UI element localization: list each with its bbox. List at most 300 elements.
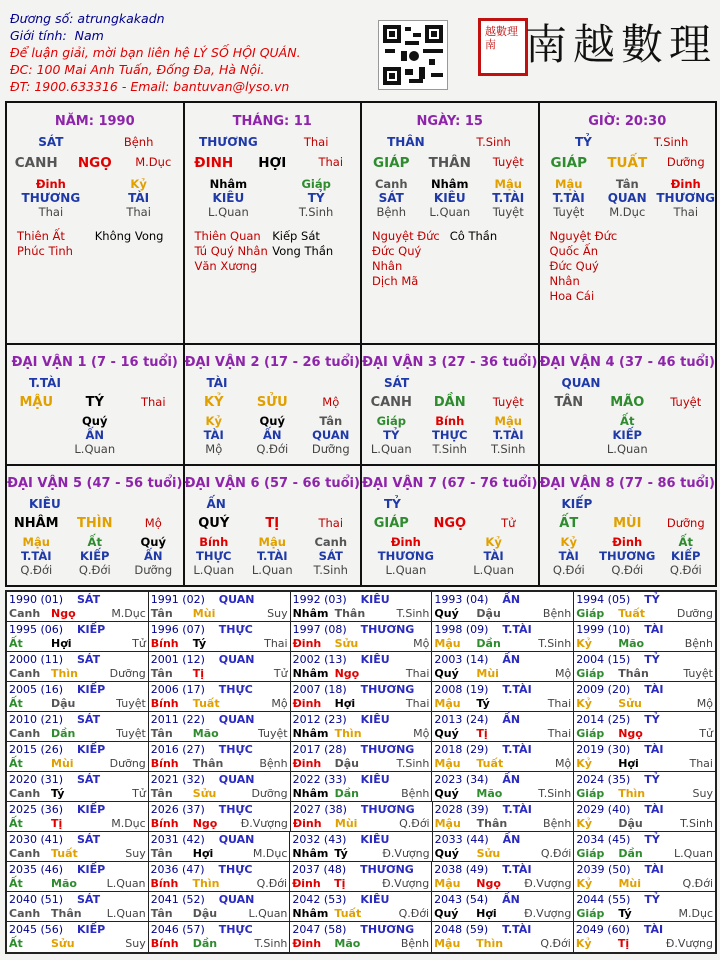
year-line-2 xyxy=(9,607,146,621)
year-stem: Bính xyxy=(150,637,179,650)
year-label: 1996 (07) xyxy=(150,623,205,636)
year-line-1 xyxy=(576,833,713,847)
year-stem: Mậu xyxy=(434,697,461,710)
year-line-1 xyxy=(151,893,288,907)
year-stem: Nhâm xyxy=(292,787,329,800)
daivan-h3-2: T.Sinh xyxy=(491,442,526,456)
daivan-cc-1: DẦN xyxy=(433,395,466,410)
year-label: 2022 (33) xyxy=(292,773,347,786)
year-cell xyxy=(432,742,574,771)
year-branch: Tý xyxy=(51,787,65,800)
daivan-h2-1: TÀI xyxy=(483,549,504,563)
daivan-hidden-h1 xyxy=(362,414,538,428)
year-star: QUAN xyxy=(218,653,255,666)
star-line xyxy=(195,244,351,259)
year-line-2 xyxy=(151,877,288,891)
year-line-1 xyxy=(151,773,288,787)
daivan-h1-0: Quý xyxy=(82,414,108,428)
daivan-h1-2: Mậu xyxy=(494,414,522,428)
daivan-h2-0: TỶ xyxy=(383,428,400,442)
year-stem: Tân xyxy=(150,727,173,740)
year-branch: Tị xyxy=(334,877,346,890)
daivan-h1-1: Bính xyxy=(435,414,465,428)
year-branch: Thân xyxy=(192,757,224,770)
pillar-h3-0: L.Quan xyxy=(208,205,249,219)
year-line-2 xyxy=(576,937,713,951)
year-star: QUAN xyxy=(218,593,255,606)
year-cell xyxy=(149,862,291,891)
year-label: 1994 (05) xyxy=(576,593,631,606)
year-line-1 xyxy=(434,893,571,907)
daivan-cc-2: Tuyệt xyxy=(670,395,702,409)
address-line: ĐC: 100 Mai Anh Tuấn, Đống Đa, Hà Nội. xyxy=(10,62,265,77)
pillar-h2-1: TỶ xyxy=(307,191,325,205)
daivan-cc-1: TỊ xyxy=(265,516,280,531)
year-phase: T.Sinh xyxy=(254,937,288,950)
year-line-2 xyxy=(576,697,713,711)
daivan-2 xyxy=(185,345,363,464)
year-line-1 xyxy=(576,743,713,757)
year-line-2 xyxy=(293,607,430,621)
year-phase: Bệnh xyxy=(400,937,430,950)
year-line-2 xyxy=(292,937,429,951)
year-label: 2020 (31) xyxy=(9,773,64,786)
year-stem: Ất xyxy=(9,697,23,710)
pillar-top-1: Thai xyxy=(303,135,329,149)
year-star: QUAN xyxy=(218,833,255,846)
pillar-cc-0: ĐINH xyxy=(194,155,234,171)
year-phase: Mộ xyxy=(413,727,430,740)
year-phase: Bệnh xyxy=(542,607,572,620)
star-1 xyxy=(272,259,350,274)
year-cell xyxy=(432,652,574,681)
year-line-2 xyxy=(9,727,146,741)
year-line-2 xyxy=(9,847,146,861)
daivan-h1-1: Đinh xyxy=(612,535,643,549)
year-phase: Mộ xyxy=(271,697,288,710)
daivan-cc-2: Tuyệt xyxy=(492,395,524,409)
year-line-1 xyxy=(434,653,571,667)
year-phase: M.Dục xyxy=(252,847,288,860)
year-stem: Đinh xyxy=(292,637,322,650)
year-phase: Mộ xyxy=(554,667,572,680)
year-branch: Sửu xyxy=(476,847,501,860)
year-star: T.TÀI xyxy=(502,803,532,816)
year-stem: Giáp xyxy=(576,787,605,800)
year-stem: Quý xyxy=(434,727,459,740)
daivan-cc-0: TÂN xyxy=(554,395,584,410)
pillar-cc-2: M.Dục xyxy=(135,155,172,169)
year-star: THỰC xyxy=(218,683,253,696)
daivan-h2-1: KIẾP xyxy=(80,549,110,563)
daivan-hidden-h1 xyxy=(362,535,538,549)
year-line-1 xyxy=(9,863,146,877)
pillar-hidden-h2 xyxy=(362,191,538,205)
daivan-cc-0: ẤT xyxy=(559,516,579,531)
year-branch: Hợi xyxy=(476,907,497,920)
year-line-1 xyxy=(576,923,713,937)
year-line-1 xyxy=(9,833,146,847)
pillar-h3-0: Thai xyxy=(38,205,64,219)
year-star: SÁT xyxy=(77,593,101,606)
year-line-2 xyxy=(151,937,288,951)
year-star: T.TÀI xyxy=(502,623,532,636)
year-stem: Mậu xyxy=(434,817,461,830)
year-cell xyxy=(149,622,291,651)
year-phase: Đ.Vượng xyxy=(382,847,430,860)
daivan-cc-2: Thai xyxy=(140,395,166,409)
pillar-h1-1: Giáp xyxy=(301,177,331,191)
pillar-1 xyxy=(185,103,363,343)
annual-luck-table xyxy=(5,590,717,954)
daivan-title: ĐẠI VẬN 1 (7 - 16 tuổi) xyxy=(11,355,178,370)
pillar-cc-2: Thai xyxy=(318,155,344,169)
year-line-1 xyxy=(576,653,713,667)
year-line-1 xyxy=(151,803,288,817)
daivan-h2-0: T.TÀI xyxy=(20,549,52,563)
year-line-2 xyxy=(9,667,146,681)
year-label: 1991 (02) xyxy=(150,593,205,606)
pillar-hidden-h2 xyxy=(185,191,361,205)
daivan-row-2 xyxy=(7,466,715,585)
year-line-2 xyxy=(9,877,146,891)
year-star: ẤN xyxy=(502,653,521,666)
year-cell xyxy=(7,772,149,801)
year-phase: Bệnh xyxy=(543,817,572,830)
daivan-title: ĐẠI VẬN 8 (77 - 86 tuổi) xyxy=(539,476,715,491)
year-phase: L.Quan xyxy=(106,907,146,920)
year-star: THƯƠNG xyxy=(360,863,414,876)
year-phase: Q.Đới xyxy=(399,817,430,830)
year-row xyxy=(7,652,715,682)
year-stem: Kỷ xyxy=(576,697,592,710)
year-stem: Đinh xyxy=(292,877,321,890)
star-1 xyxy=(450,274,528,289)
year-star: QUAN xyxy=(218,893,255,906)
daivan-row-1 xyxy=(7,345,715,466)
year-line-2 xyxy=(151,847,288,861)
pillar-h3-1: Thai xyxy=(126,205,151,219)
year-phase: Bệnh xyxy=(684,637,713,650)
year-star: ẤN xyxy=(502,773,521,786)
year-line-1 xyxy=(292,863,429,877)
year-line-1 xyxy=(576,713,713,727)
daivan-cc-2: Dưỡng xyxy=(666,516,705,530)
year-branch: Tý xyxy=(618,907,632,920)
year-stem: Đinh xyxy=(292,757,322,770)
pillar-cc-0: GIÁP xyxy=(373,155,410,171)
year-phase: M.Dục xyxy=(111,607,146,620)
year-label: 2047 (58) xyxy=(292,923,347,936)
year-row xyxy=(7,892,715,922)
year-line-1 xyxy=(9,743,146,757)
year-branch: Tuất xyxy=(334,907,362,920)
daivan-stem-branch xyxy=(540,516,716,531)
year-star: THƯƠNG xyxy=(360,683,415,696)
year-line-1 xyxy=(151,653,288,667)
year-branch: Dần xyxy=(51,727,76,740)
year-label: 1993 (04) xyxy=(434,593,489,606)
daivan-hidden-h1 xyxy=(540,414,716,428)
year-line-2 xyxy=(9,757,146,771)
pillar-hidden-h3 xyxy=(7,205,183,219)
year-cell xyxy=(149,922,291,952)
year-label: 2018 (29) xyxy=(434,743,489,756)
pillar-cc-2: Tuyệt xyxy=(492,155,524,169)
year-cell xyxy=(574,712,715,741)
star-0: Đức Quý Nhân xyxy=(372,244,422,273)
year-line-1 xyxy=(9,923,146,937)
daivan-hidden-h2 xyxy=(7,428,183,442)
year-label: 2021 (32) xyxy=(150,773,205,786)
year-cell xyxy=(290,862,432,891)
year-branch: Dần xyxy=(334,787,359,800)
year-line-2 xyxy=(434,877,571,891)
year-stem: Bính xyxy=(150,877,179,890)
year-stem: Tân xyxy=(150,667,173,680)
year-stem: Giáp xyxy=(576,667,605,680)
year-label: 2007 (18) xyxy=(292,683,347,696)
year-label: 2038 (49) xyxy=(434,863,489,876)
pillar-top-1: T.Sinh xyxy=(653,135,689,149)
year-stem: Kỷ xyxy=(576,877,593,890)
year-phase: Mộ xyxy=(413,637,430,650)
pillar-stem-branch xyxy=(185,155,361,171)
year-line-1 xyxy=(9,773,146,787)
year-cell xyxy=(433,832,575,861)
year-star: KIÊU xyxy=(360,773,390,786)
year-phase: Tuyệt xyxy=(683,667,713,680)
daivan-hidden-h2 xyxy=(185,549,361,563)
pillar-top-0: TỶ xyxy=(574,135,592,149)
year-label: 1992 (03) xyxy=(292,593,347,606)
year-star: KIÊU xyxy=(360,593,390,606)
year-line-1 xyxy=(434,593,571,607)
year-branch: Mão xyxy=(476,787,503,800)
year-cell xyxy=(574,802,715,831)
year-line-2 xyxy=(293,787,430,801)
year-star: KIẾP xyxy=(77,683,106,696)
year-line-1 xyxy=(9,893,146,907)
year-stem: Nhâm xyxy=(292,727,329,740)
year-cell xyxy=(149,832,291,861)
phone-email-line: ĐT: 1900.633316 - Email: bantuvan@lyso.vn xyxy=(10,79,290,94)
year-label: 2016 (27) xyxy=(150,743,205,756)
year-stem: Đinh xyxy=(292,937,322,950)
year-star: KIÊU xyxy=(360,833,390,846)
year-cell xyxy=(149,892,291,921)
gender-line: Giới tính: Nam xyxy=(10,28,104,43)
daivan-h1-1: Kỷ xyxy=(485,535,502,549)
year-star: KIÊU xyxy=(360,893,390,906)
star-line xyxy=(550,244,706,259)
year-phase: Suy xyxy=(125,847,146,860)
pillar-h2-0: KIÊU xyxy=(212,191,245,205)
daivan-title: ĐẠI VẬN 6 (57 - 66 tuổi) xyxy=(184,476,360,491)
year-line-2 xyxy=(576,787,713,801)
daivan-stem-branch xyxy=(185,395,361,410)
seal-stamp: 越數理南 xyxy=(478,18,528,76)
daivan-h2-1: ẤN xyxy=(262,428,282,442)
year-branch: Tị xyxy=(476,727,488,740)
year-phase: Q.Đới xyxy=(398,907,430,920)
year-stem: Canh xyxy=(9,907,41,920)
year-cell xyxy=(291,622,433,651)
star-0: Thiên Quan xyxy=(194,229,261,243)
year-phase: Đ.Vượng xyxy=(524,877,572,890)
daivan-h3-0: L.Quan xyxy=(370,442,412,456)
daivan-cc-2: Tử xyxy=(501,516,516,530)
daivan-title: ĐẠI VẬN 5 (47 - 56 tuổi) xyxy=(7,476,183,491)
star-line xyxy=(195,229,351,244)
year-line-2 xyxy=(293,697,430,711)
star-0: Nguyệt Đức xyxy=(549,229,618,243)
daivan-stem-branch xyxy=(7,516,183,531)
year-branch: Ngọ xyxy=(334,667,360,680)
pillar-stars xyxy=(185,229,361,274)
year-line-1 xyxy=(292,893,429,907)
year-phase: Thai xyxy=(547,727,572,740)
year-branch: Ngọ xyxy=(192,817,218,830)
year-stem: Ất xyxy=(9,757,23,770)
year-star: THƯƠNG xyxy=(360,803,415,816)
year-line-1 xyxy=(576,893,713,907)
daivan-hidden-h3 xyxy=(362,442,538,456)
year-phase: Tuyệt xyxy=(116,727,146,740)
year-line-2 xyxy=(9,637,146,651)
daivan-h3-0: L.Quan xyxy=(193,563,235,577)
year-cell xyxy=(149,652,291,681)
daivan-hidden-h1 xyxy=(185,414,361,428)
year-phase: Mộ xyxy=(554,757,572,770)
year-branch: Thìn xyxy=(334,727,362,740)
daivan-h2-0: THỰC xyxy=(195,549,232,563)
daivan-cc-0: MẬU xyxy=(19,395,54,410)
year-star: SÁT xyxy=(77,773,101,786)
year-branch: Thìn xyxy=(51,667,78,680)
daivan-cc-0: GIÁP xyxy=(373,516,409,531)
daivan-6 xyxy=(185,466,363,585)
daivan-h2-2: KIẾP xyxy=(671,549,701,563)
pillar-hidden-h3 xyxy=(185,205,361,219)
daivan-hidden-h3 xyxy=(7,442,183,456)
year-phase: Tử xyxy=(132,787,146,800)
pillar-top-row xyxy=(185,135,361,149)
daivan-h3-2: Dưỡng xyxy=(311,442,350,456)
year-cell xyxy=(432,622,574,651)
year-phase: Q.Đới xyxy=(540,847,572,860)
daivan-h3-2: T.Sinh xyxy=(313,563,348,577)
daivan-h3-0: Q.Đới xyxy=(20,563,53,577)
year-line-2 xyxy=(576,727,713,741)
year-star: KIẾP xyxy=(77,863,106,876)
daivan-cc-2: Mộ xyxy=(144,516,162,530)
daivan-cc-0: NHÂM xyxy=(13,516,59,531)
star-line xyxy=(195,259,351,274)
year-line-1 xyxy=(434,863,571,877)
year-line-2 xyxy=(9,697,146,711)
year-line-2 xyxy=(434,667,571,681)
daivan-cc-1: SỬU xyxy=(256,395,288,410)
star-1 xyxy=(627,229,705,244)
year-star: TỶ xyxy=(644,893,660,906)
year-phase: Dưỡng xyxy=(109,757,146,770)
year-stem: Giáp xyxy=(576,847,605,860)
year-star: T.TÀI xyxy=(502,683,532,696)
year-line-1 xyxy=(151,743,288,757)
daivan-stem-branch xyxy=(185,516,361,531)
year-cell xyxy=(574,742,715,771)
year-branch: Mùi xyxy=(192,607,216,620)
year-stem: Kỷ xyxy=(576,817,593,830)
star-1: Không Vong xyxy=(94,229,164,243)
year-phase: Đ.Vượng xyxy=(665,937,714,950)
year-label: 2013 (24) xyxy=(434,713,489,726)
pillar-h1-0: Canh xyxy=(374,177,408,191)
year-stem: Đinh xyxy=(292,817,322,830)
year-cell xyxy=(574,592,715,621)
year-label: 2035 (46) xyxy=(9,863,64,876)
year-cell xyxy=(290,892,432,921)
year-line-2 xyxy=(151,907,288,921)
year-line-2 xyxy=(293,637,430,651)
daivan-top: KIÊU xyxy=(29,497,61,511)
year-phase: Bệnh xyxy=(401,787,430,800)
year-phase: Bệnh xyxy=(259,757,288,770)
year-label: 2024 (35) xyxy=(576,773,631,786)
pillar-top-row xyxy=(540,135,716,149)
daivan-top: TỶ xyxy=(384,497,401,511)
year-line-1 xyxy=(293,623,430,637)
star-0: Hoa Cái xyxy=(549,289,595,303)
year-phase: Tuyệt xyxy=(257,727,288,740)
year-line-2 xyxy=(9,787,146,801)
year-cell xyxy=(433,802,575,831)
daivan-3 xyxy=(362,345,540,464)
year-star: TÀI xyxy=(644,743,664,756)
year-cell xyxy=(291,592,433,621)
pillar-title: NGÀY: 15 xyxy=(416,114,483,129)
star-1: Vong Thần xyxy=(272,244,334,258)
daivan-cc-0: KỶ xyxy=(204,395,224,410)
year-label: 2012 (23) xyxy=(292,713,347,726)
daivan-h3-1: Q.Đới xyxy=(256,442,289,456)
daivan-cc-1: MÃO xyxy=(610,395,645,410)
year-label: 1999 (10) xyxy=(576,623,631,636)
pillar-h1-1: Nhâm xyxy=(430,177,469,191)
year-branch: Thân xyxy=(476,817,508,830)
pillar-top-0: SÁT xyxy=(38,135,64,149)
pillar-cc-1: NGỌ xyxy=(77,155,112,171)
year-cell xyxy=(149,742,291,771)
year-branch: Tý xyxy=(476,697,490,710)
year-cell xyxy=(290,832,432,861)
year-phase: L.Quan xyxy=(106,877,146,890)
pillar-h2-0: T.TÀI xyxy=(552,191,585,205)
year-label: 2039 (50) xyxy=(576,863,631,876)
pillar-hidden-h2 xyxy=(7,191,183,205)
year-line-2 xyxy=(151,817,288,831)
year-line-1 xyxy=(151,923,288,937)
year-stem: Mậu xyxy=(434,937,461,950)
year-line-1 xyxy=(151,863,288,877)
daivan-h2-1: THƯƠNG xyxy=(599,549,656,563)
year-row xyxy=(7,592,715,622)
year-branch: Tý xyxy=(334,847,348,860)
year-branch: Tý xyxy=(192,637,207,650)
pillar-stars xyxy=(540,229,716,304)
pillar-title: NĂM: 1990 xyxy=(54,114,135,129)
